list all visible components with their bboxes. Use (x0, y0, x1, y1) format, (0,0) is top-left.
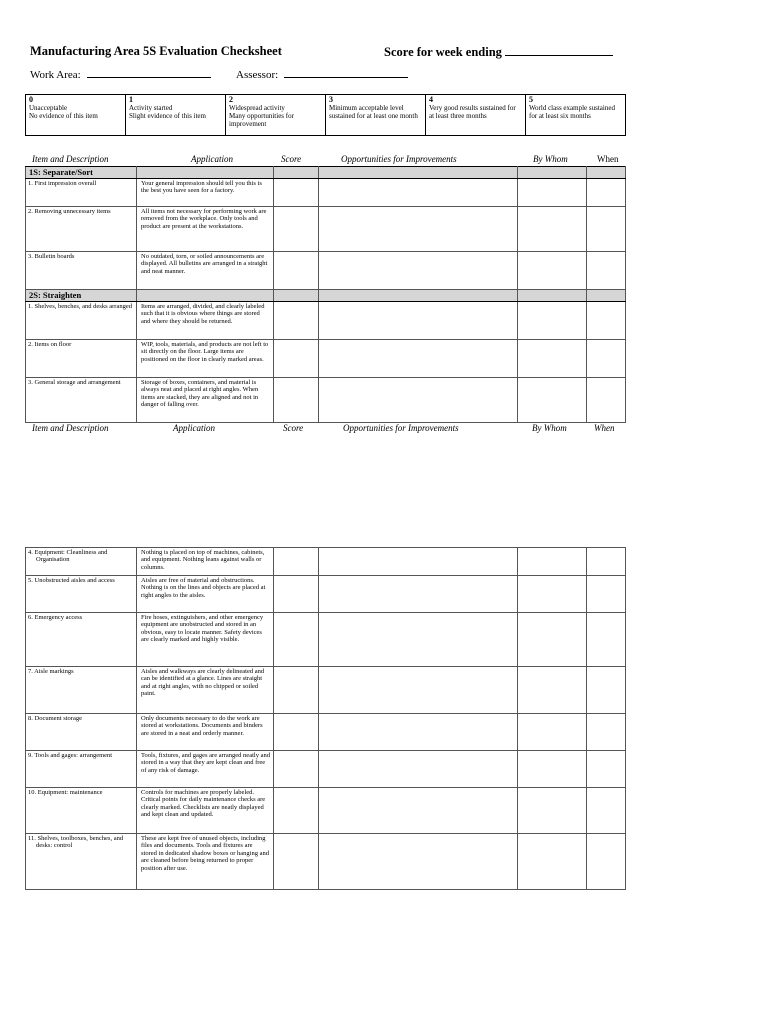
table-row (26, 788, 626, 834)
col-header-when-2: When (594, 423, 615, 433)
table-row (26, 252, 626, 290)
when-cell[interactable] (587, 667, 626, 714)
col-header-opportunities: Opportunities for Improvements (341, 154, 457, 164)
score-cell[interactable] (274, 340, 319, 378)
opportunities-cell[interactable] (319, 179, 518, 207)
by-whom-cell[interactable] (518, 714, 587, 751)
by-whom-cell[interactable] (518, 751, 587, 788)
by-whom-cell[interactable] (518, 252, 587, 290)
score-cell[interactable] (274, 302, 319, 340)
checksheet-table-1 (25, 166, 626, 423)
item-description: 8. Document storage (28, 715, 82, 722)
scale-text: Very good results sustained for at least three months (429, 104, 516, 120)
when-cell[interactable] (587, 834, 626, 890)
table-row (26, 714, 626, 751)
col-header-application: Application (191, 154, 233, 164)
table-row (26, 834, 626, 890)
score-cell[interactable] (274, 714, 319, 751)
opportunities-cell[interactable] (319, 548, 518, 576)
scale-cell-1: 1 Activity started Slight evidence of this item (126, 95, 226, 136)
score-cell[interactable] (274, 788, 319, 834)
table-row (26, 576, 626, 613)
table-row (26, 340, 626, 378)
opportunities-cell[interactable] (319, 378, 518, 423)
when-cell[interactable] (587, 613, 626, 667)
opportunities-cell[interactable] (319, 751, 518, 788)
by-whom-cell[interactable] (518, 378, 587, 423)
application-text: Storage of boxes, containers, and material is always neat and placed at right angles. When items are stacked, they are aligned and not in danger of falling over. (137, 378, 274, 423)
application-text: Controls for machines are properly labeled. Critical points for daily maintenance checks are clearly marked. Checklists are neatly displayed and kept clean and updated. (137, 788, 274, 834)
opportunities-cell[interactable] (319, 207, 518, 252)
score-cell[interactable] (274, 834, 319, 890)
checksheet-table-2 (25, 547, 626, 890)
table-row (26, 548, 626, 576)
section-title: 2S: Straighten (26, 290, 137, 302)
score-cell[interactable] (274, 207, 319, 252)
scale-cell-3: 3 Minimum acceptable level sustained for at least one month (326, 95, 426, 136)
by-whom-cell[interactable] (518, 667, 587, 714)
by-whom-cell[interactable] (518, 576, 587, 613)
by-whom-cell[interactable] (518, 788, 587, 834)
score-cell[interactable] (274, 667, 319, 714)
col-header-by-whom-2: By Whom (532, 423, 567, 433)
application-text: Fire hoses, extinguishers, and other emergency equipment are unobstructed and stored in an obvious, easy to locate manner. Safety devices are clearly marked and highly visible. (137, 613, 274, 667)
col-header-by-whom: By Whom (533, 154, 568, 164)
scale-text: World class example sustained for at least six months (529, 104, 615, 120)
item-description: 4. Equipment: Cleanliness and Organisation (28, 549, 108, 564)
application-text: Your general impression should tell you this is the best you have seen for a factory. (137, 179, 274, 207)
scale-text: Minimum acceptable level sustained for at least one month (329, 104, 418, 120)
opportunities-cell[interactable] (319, 714, 518, 751)
when-cell[interactable] (587, 252, 626, 290)
col-header-application-2: Application (173, 423, 215, 433)
scale-cell-4: 4 Very good results sustained for at least three months (426, 95, 526, 136)
score-cell[interactable] (274, 613, 319, 667)
scale-cell-5: 5 World class example sustained for at least six months (526, 95, 626, 136)
table-row (26, 613, 626, 667)
by-whom-cell[interactable] (518, 207, 587, 252)
application-text: Items are arranged, divided, and clearly labeled such that it is obvious where things are stored and where they should be returned. (137, 302, 274, 340)
table-row (26, 179, 626, 207)
when-cell[interactable] (587, 340, 626, 378)
score-cell[interactable] (274, 378, 319, 423)
when-cell[interactable] (587, 751, 626, 788)
work-area-label: Work Area: (30, 69, 81, 81)
when-cell[interactable] (587, 302, 626, 340)
when-cell[interactable] (587, 714, 626, 751)
score-cell[interactable] (274, 252, 319, 290)
table-row (26, 207, 626, 252)
when-cell[interactable] (587, 378, 626, 423)
opportunities-cell[interactable] (319, 613, 518, 667)
table-row (26, 667, 626, 714)
item-description: 1. Shelves, benches, and desks arranged (28, 303, 132, 310)
score-cell[interactable] (274, 576, 319, 613)
col-header-score: Score (281, 154, 302, 164)
by-whom-cell[interactable] (518, 340, 587, 378)
when-cell[interactable] (587, 788, 626, 834)
assessor-label: Assessor: (236, 69, 279, 81)
section-row-1s (26, 167, 626, 179)
table-row (26, 302, 626, 340)
scale-cell-0: 0 Unacceptable No evidence of this item (26, 95, 126, 136)
application-text: These are kept free of unused objects, including files and documents. Tools and fixtures are stored in dedicated shadow boxes or hanging and are cleaned before being returned to proper position after use. (137, 834, 274, 890)
col-header-opportunities-2: Opportunities for Improvements (343, 423, 459, 433)
opportunities-cell[interactable] (319, 252, 518, 290)
when-cell[interactable] (587, 576, 626, 613)
item-description: 9. Tools and gages: arrangement (28, 752, 113, 759)
opportunities-cell[interactable] (319, 302, 518, 340)
score-cell[interactable] (274, 179, 319, 207)
application-text: Only documents necessary to do the work are stored at workstations. Documents and binders are stored in a neat and orderly manner. (137, 714, 274, 751)
work-area-row (30, 67, 211, 81)
table-row (26, 751, 626, 788)
by-whom-cell[interactable] (518, 548, 587, 576)
score-cell[interactable] (274, 548, 319, 576)
assessor-row (236, 67, 408, 81)
scoring-scale-table (25, 94, 626, 136)
opportunities-cell[interactable] (319, 667, 518, 714)
score-week-field[interactable] (505, 44, 613, 56)
scale-text: Widespread activity Many opportunities for improvement (229, 104, 294, 128)
page-title: Manufacturing Area 5S Evaluation Checksheet (30, 44, 282, 58)
when-cell[interactable] (587, 207, 626, 252)
by-whom-cell[interactable] (518, 613, 587, 667)
item-description: 1. First impression overall (28, 180, 97, 187)
scale-cell-2: 2 Widespread activity Many opportunities for improvement (226, 95, 326, 136)
opportunities-cell[interactable] (319, 340, 518, 378)
item-description: 5. Unobstructed aisles and access (28, 577, 115, 584)
application-text: Tools, fixtures, and gages are arranged neatly and stored in a way that they are kept clean and free of any risk of damage. (137, 751, 274, 788)
when-cell[interactable] (587, 179, 626, 207)
opportunities-cell[interactable] (319, 576, 518, 613)
score-week-label: Score for week ending (384, 45, 502, 59)
item-description: 7. Aisle markings (28, 668, 74, 675)
section-title: 1S: Separate/Sort (26, 167, 137, 179)
application-text: No outdated, torn, or soiled announcements are displayed. All bulletins are arranged in a straight and neat manner. (137, 252, 274, 290)
work-area-field[interactable] (87, 67, 211, 78)
col-header-when: When (597, 154, 619, 164)
col-header-score-2: Score (283, 423, 304, 433)
item-description: 10. Equipment: maintenance (28, 789, 103, 796)
opportunities-cell[interactable] (319, 788, 518, 834)
scale-text: Unacceptable No evidence of this item (29, 104, 98, 120)
scale-text: Activity started Slight evidence of this item (129, 104, 206, 120)
application-text: Nothing is placed on top of machines, cabinets, and equipment. Nothing leans against walls or columns. (137, 548, 274, 576)
score-cell[interactable] (274, 751, 319, 788)
section-row-2s (26, 290, 626, 302)
score-week-ending (384, 44, 613, 60)
item-description: 11. Shelves, toolboxes, benches, and desks: control (28, 835, 124, 850)
assessor-field[interactable] (284, 67, 408, 78)
opportunities-cell[interactable] (319, 834, 518, 890)
col-header-item-2: Item and Description (32, 423, 109, 433)
table-row (26, 378, 626, 423)
by-whom-cell[interactable] (518, 179, 587, 207)
item-description: 2. Items on floor (28, 341, 72, 348)
application-text: Aisles are free of material and obstructions. Nothing is on the lines and objects are placed at right angles to the aisles. (137, 576, 274, 613)
application-text: WIP, tools, materials, and products are not left to sit directly on the floor. Large items are positioned on the floor in clearly marked areas. (137, 340, 274, 378)
col-header-item: Item and Description (32, 154, 109, 164)
item-description: 3. General storage and arrangement (28, 379, 121, 386)
item-description: 2. Removing unnecessary items (28, 208, 111, 215)
item-description: 3. Bulletin boards (28, 253, 75, 260)
by-whom-cell[interactable] (518, 302, 587, 340)
when-cell[interactable] (587, 548, 626, 576)
application-text: All items not necessary for performing work are removed from the workplace. Only tools and product are present at the workstations. (137, 207, 274, 252)
item-description: 6. Emergency access (28, 614, 83, 621)
by-whom-cell[interactable] (518, 834, 587, 890)
application-text: Aisles and walkways are clearly delineated and can be identified at a glance. Lines are straight and at right angles, with no chipped or soiled paint. (137, 667, 274, 714)
